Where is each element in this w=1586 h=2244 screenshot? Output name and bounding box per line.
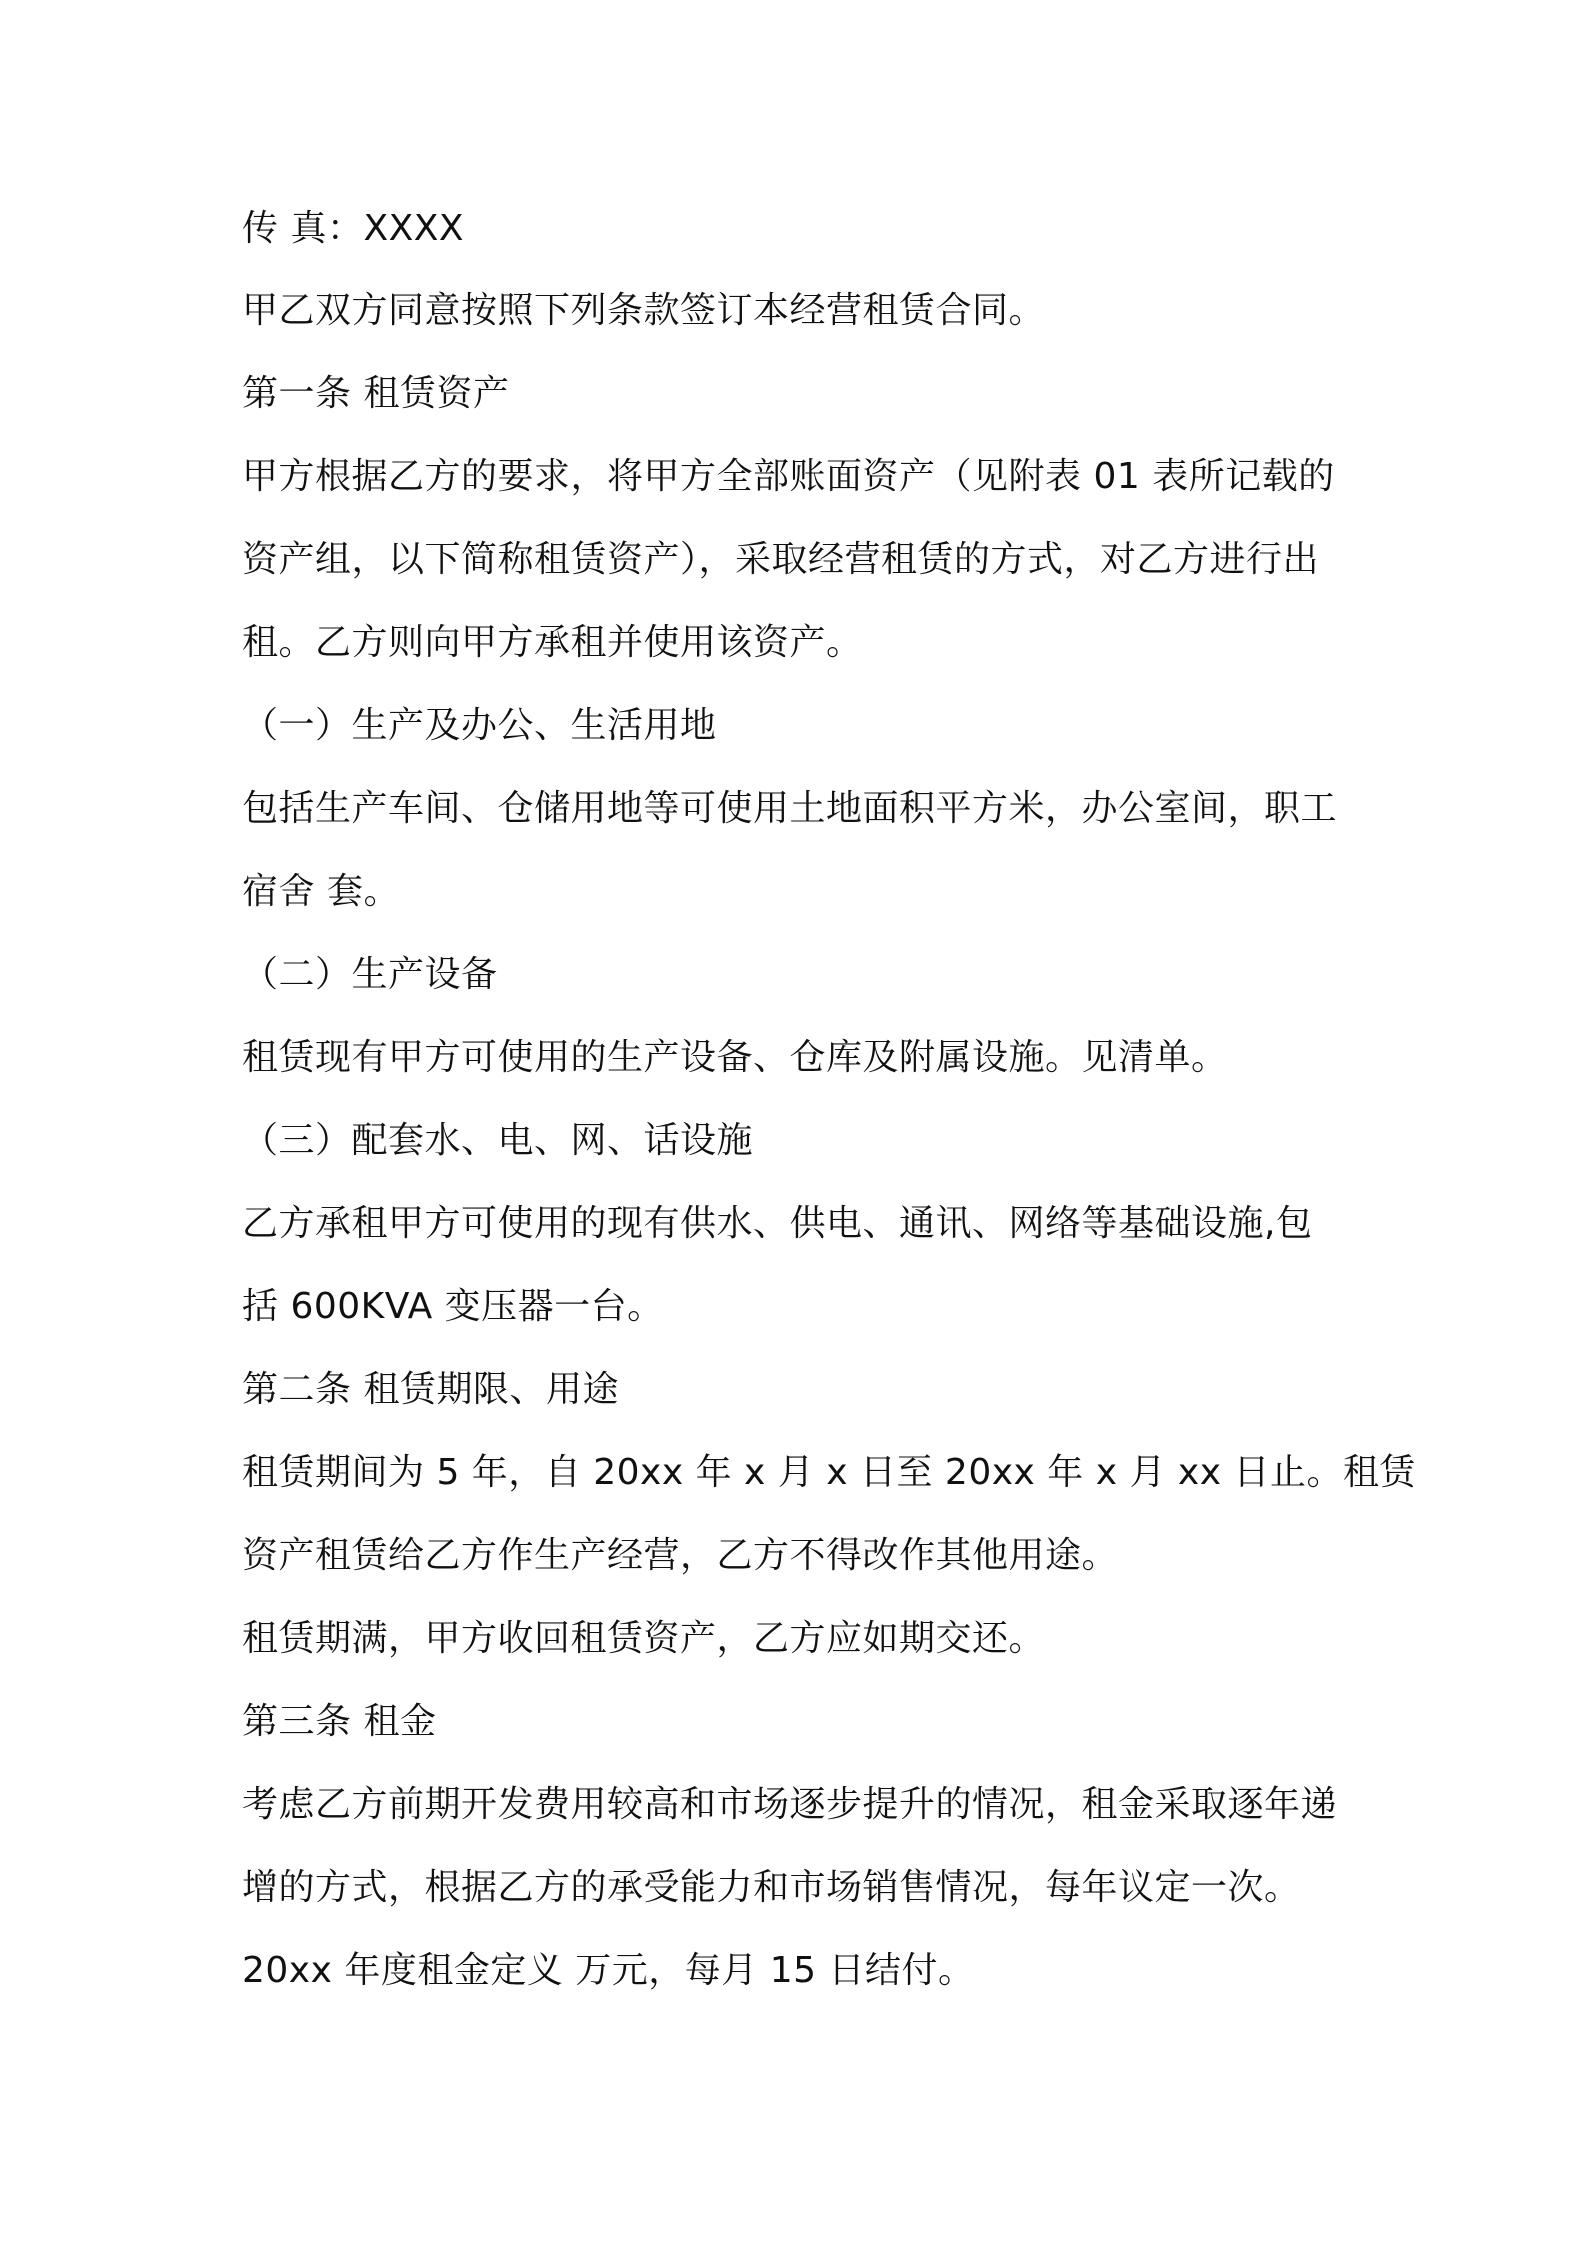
- subsection-1-heading: （一）生产及办公、生活用地: [242, 705, 717, 746]
- subsection-1-paragraph-line-2: 宿舍 套。: [242, 871, 400, 912]
- article-1-paragraph-line-1: 甲方根据乙方的要求，将甲方全部账面资产（见附表 01 表所记载的: [242, 456, 1335, 497]
- article-1-paragraph-line-2: 资产组，以下简称租赁资产），采取经营租赁的方式，对乙方进行出: [242, 539, 1320, 580]
- article-1-heading: 第一条 租赁资产: [242, 373, 510, 414]
- fax-line: 传 真：XXXX: [242, 208, 465, 249]
- subsection-2-heading: （二）生产设备: [242, 954, 498, 995]
- intro-paragraph: 甲乙双方同意按照下列条款签订本经营租赁合同。: [242, 290, 1046, 331]
- article-3-paragraph-line-1: 考虑乙方前期开发费用较高和市场逐步提升的情况，租金采取逐年递: [242, 1784, 1338, 1825]
- subsection-2-paragraph: 租赁现有甲方可使用的生产设备、仓库及附属设施。见清单。: [242, 1037, 1228, 1078]
- article-1-paragraph-line-3: 租。乙方则向甲方承租并使用该资产。: [242, 622, 863, 663]
- article-2-paragraph-line-2: 资产租赁给乙方作生产经营，乙方不得改作其他用途。: [242, 1535, 1119, 1576]
- article-2-paragraph-line-1: 租赁期间为 5 年，自 20xx 年 x 月 x 日至 20xx 年 x 月 xx 日止。租赁: [242, 1452, 1416, 1493]
- article-2-heading: 第二条 租赁期限、用途: [242, 1369, 619, 1410]
- article-3-paragraph-2: 20xx 年度租金定义 万元，每月 15 日结付。: [242, 1950, 975, 1991]
- article-3-paragraph-line-2: 增的方式，根据乙方的承受能力和市场销售情况，每年议定一次。: [242, 1867, 1301, 1908]
- subsection-1-paragraph-line-1: 包括生产车间、仓储用地等可使用土地面积平方米，办公室间，职工: [242, 788, 1338, 829]
- subsection-3-heading: （三）配套水、电、网、话设施: [242, 1120, 754, 1161]
- article-3-heading: 第三条 租金: [242, 1701, 437, 1742]
- article-2-paragraph-2: 租赁期满，甲方收回租赁资产，乙方应如期交还。: [242, 1618, 1046, 1659]
- subsection-3-paragraph-line-1: 乙方承租甲方可使用的现有供水、供电、通讯、网络等基础设施,包: [242, 1203, 1313, 1244]
- subsection-3-paragraph-line-2: 括 600KVA 变压器一台。: [242, 1286, 664, 1327]
